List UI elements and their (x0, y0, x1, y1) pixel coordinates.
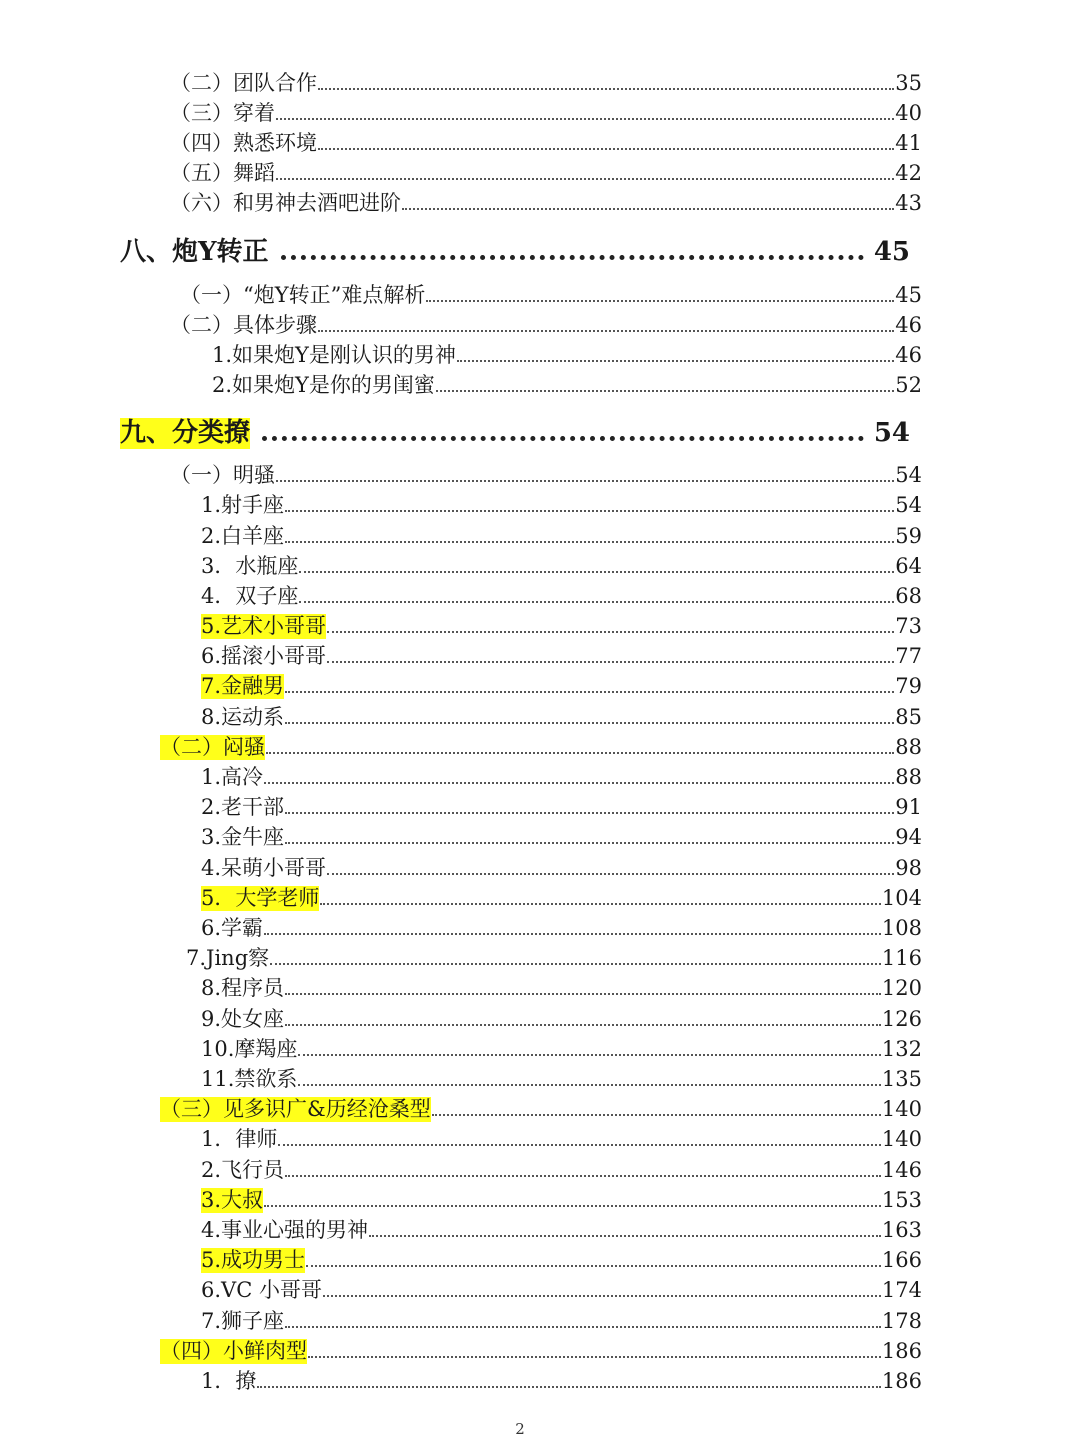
toc-entry[interactable] (212, 368, 922, 398)
toc-entry-title: 5．大学老师 (201, 885, 320, 910)
toc-entry-page-number: 135 (881, 1066, 922, 1091)
toc-entry-page-number: 73 (895, 613, 922, 638)
dot-leader (285, 510, 894, 512)
toc-entry-title: 7.金融男 (201, 673, 285, 698)
toc-entry[interactable] (201, 1273, 922, 1303)
dot-leader (402, 208, 894, 210)
toc-entry[interactable] (201, 1153, 922, 1183)
toc-entry-title: （五）舞蹈 (170, 160, 275, 185)
toc-entry[interactable] (201, 1213, 922, 1243)
toc-entry-title: 8.运动系 (201, 704, 285, 729)
toc-entry-page-number: 91 (895, 794, 922, 819)
toc-entry-page-number: 88 (895, 764, 922, 789)
toc-entry-title: 2.如果炮Y是你的男闺蜜 (212, 372, 435, 397)
dot-leader (426, 300, 894, 302)
toc-entry-page-number: 40 (895, 100, 922, 125)
toc-entry-title: （六）和男神去酒吧进阶 (170, 190, 401, 215)
toc-entry-page-number: 46 (895, 342, 922, 367)
toc-entry[interactable] (201, 639, 922, 669)
toc-entry[interactable] (170, 186, 922, 216)
toc-entry-title: 2.老干部 (201, 794, 285, 819)
dot-leader (285, 1326, 881, 1328)
toc-entry-page-number: 104 (881, 885, 922, 910)
toc-entry-page-number: 45 (895, 282, 922, 307)
toc-entry-title: 5.成功男士 (201, 1247, 306, 1272)
toc-entry-page-number: 88 (895, 734, 922, 759)
dot-leader (276, 118, 894, 120)
toc-entry[interactable] (201, 820, 922, 850)
toc-entry[interactable] (201, 911, 922, 941)
toc-entry-title: 11.禁欲系 (201, 1066, 298, 1091)
toc-entry[interactable] (201, 700, 922, 730)
toc-entry[interactable] (201, 1062, 922, 1092)
toc-entry[interactable] (201, 1304, 922, 1334)
dot-leader (285, 812, 894, 814)
dot-leader (432, 1114, 881, 1116)
dot-leader (299, 601, 894, 603)
toc-entry-page-number: 178 (881, 1308, 922, 1333)
toc-entry-title: 7.狮子座 (201, 1308, 285, 1333)
page-number: 2 (515, 1420, 525, 1438)
toc-entry-page-number: 108 (881, 915, 922, 940)
dot-leader (276, 480, 894, 482)
dot-leader (285, 541, 894, 543)
toc-entry-title: （四）小鲜肉型 (160, 1338, 307, 1363)
toc-entry[interactable] (170, 458, 922, 488)
dot-leader (327, 631, 894, 633)
toc-entry-title: 3.大叔 (201, 1187, 264, 1212)
toc-entry-title: 8.程序员 (201, 975, 285, 1000)
toc-entry-title: 九、分类撩 (120, 417, 251, 448)
toc-entry[interactable] (160, 730, 922, 760)
dot-leader (266, 752, 894, 754)
dot-leader (299, 571, 894, 573)
dot-leader (264, 933, 881, 935)
toc-entry[interactable] (201, 1364, 922, 1394)
toc-entry-title: 3．水瓶座 (201, 553, 299, 578)
toc-entry-title: 1.射手座 (201, 492, 285, 517)
toc-entry[interactable] (201, 1122, 922, 1152)
toc-entry-title: （二）闷骚 (160, 734, 265, 759)
dot-leader (327, 661, 894, 663)
toc-entry-page-number: 54 (873, 417, 910, 448)
dot-leader (457, 360, 894, 362)
toc-entry[interactable] (201, 851, 922, 881)
toc-entry-title: 6.摇滚小哥哥 (201, 643, 327, 668)
toc-entry-page-number: 94 (895, 824, 922, 849)
dot-leader (320, 903, 881, 905)
toc-entry-title: （三）穿着 (170, 100, 275, 125)
dot-leader (285, 722, 894, 724)
toc-entry-title: 6.VC 小哥哥 (201, 1277, 322, 1302)
dot-leader (264, 782, 894, 784)
toc-entry-page-number: 54 (895, 492, 922, 517)
toc-entry-title: （四）熟悉环境 (170, 130, 317, 155)
toc-entry[interactable] (186, 941, 922, 971)
toc-entry-page-number: 126 (881, 1006, 922, 1031)
toc-entry-page-number: 45 (873, 236, 910, 267)
toc-entry[interactable] (160, 1092, 922, 1122)
dot-leader (281, 255, 864, 260)
dot-leader (270, 963, 881, 965)
toc-entry[interactable] (201, 760, 922, 790)
toc-entry-title: 1.高冷 (201, 764, 264, 789)
toc-entry-page-number: 43 (895, 190, 922, 215)
dot-leader (285, 1024, 881, 1026)
toc-entry[interactable] (201, 549, 922, 579)
dot-leader (323, 1295, 881, 1297)
toc-entry-title: 10.摩羯座 (201, 1036, 298, 1061)
toc-entry[interactable] (201, 579, 922, 609)
toc-entry[interactable] (201, 1032, 922, 1062)
toc-entry-page-number: 64 (895, 553, 922, 578)
dot-leader (308, 1356, 881, 1358)
toc-chapter-entry[interactable] (120, 409, 910, 449)
toc-entry-title: 1.如果炮Y是刚认识的男神 (212, 342, 456, 367)
dot-leader (285, 993, 881, 995)
toc-entry[interactable] (170, 126, 922, 156)
toc-entry[interactable] (201, 971, 922, 1001)
toc-entry-title: 1．律师 (201, 1126, 278, 1151)
dot-leader (285, 1175, 881, 1177)
toc-entry[interactable] (180, 278, 922, 308)
dot-leader (278, 1144, 881, 1146)
toc-entry-page-number: 98 (895, 855, 922, 880)
toc-entry-page-number: 116 (881, 945, 922, 970)
toc-entry-page-number: 41 (895, 130, 922, 155)
toc-entry[interactable] (201, 609, 922, 639)
dot-leader (257, 1386, 881, 1388)
toc-entry-title: （二）团队合作 (170, 70, 317, 95)
toc-entry[interactable] (201, 1243, 922, 1273)
dot-leader (298, 1084, 881, 1086)
toc-entry[interactable] (170, 156, 922, 186)
toc-entry-page-number: 54 (895, 462, 922, 487)
toc-entry-title: 4.事业心强的男神 (201, 1217, 369, 1242)
toc-entry[interactable] (170, 308, 922, 338)
dot-leader (318, 148, 894, 150)
toc-entry-title: 4.呆萌小哥哥 (201, 855, 327, 880)
toc-entry-page-number: 79 (895, 673, 922, 698)
dot-leader (262, 436, 864, 441)
toc-entry[interactable] (201, 790, 922, 820)
dot-leader (436, 390, 894, 392)
toc-entry-title: 6.学霸 (201, 915, 264, 940)
toc-entry-title: （三）见多识广&历经沧桑型 (160, 1096, 431, 1121)
toc-entry-page-number: 132 (881, 1036, 922, 1061)
toc-entry-page-number: 120 (881, 975, 922, 1000)
toc-chapter-entry[interactable] (120, 228, 910, 268)
toc-entry-title: （一）明骚 (170, 462, 275, 487)
toc-entry[interactable] (160, 1334, 922, 1364)
toc-entry-title: 2.白羊座 (201, 523, 285, 548)
toc-entry-page-number: 166 (881, 1247, 922, 1272)
dot-leader (285, 691, 894, 693)
toc-entry-page-number: 146 (881, 1157, 922, 1182)
toc-entry-title: 9.处女座 (201, 1006, 285, 1031)
toc-entry[interactable] (201, 519, 922, 549)
toc-entry-title: 1．撩 (201, 1368, 257, 1393)
dot-leader (264, 1205, 881, 1207)
toc-entry-page-number: 186 (881, 1368, 922, 1393)
toc-entry-page-number: 153 (881, 1187, 922, 1212)
toc-entry-page-number: 77 (895, 643, 922, 668)
toc-entry-title: 5.艺术小哥哥 (201, 613, 327, 638)
dot-leader (318, 330, 894, 332)
toc-entry[interactable] (201, 1183, 922, 1213)
toc-entry-title: （一）“炮Y转正”难点解析 (180, 282, 426, 307)
toc-entry-page-number: 163 (881, 1217, 922, 1242)
toc-entry-title: 2.飞行员 (201, 1157, 285, 1182)
toc-entry[interactable] (212, 338, 922, 368)
toc-entry[interactable] (170, 96, 922, 126)
toc-entry-page-number: 140 (881, 1096, 922, 1121)
toc-entry[interactable] (201, 488, 922, 518)
toc-entry-page-number: 85 (895, 704, 922, 729)
toc-entry-page-number: 52 (895, 372, 922, 397)
dot-leader (306, 1265, 881, 1267)
dot-leader (298, 1054, 881, 1056)
toc-entry[interactable] (201, 881, 922, 911)
dot-leader (285, 842, 894, 844)
dot-leader (327, 873, 894, 875)
dot-leader (369, 1235, 881, 1237)
toc-entry-title: 7.Jing察 (186, 945, 270, 970)
dot-leader (276, 178, 894, 180)
toc-entry-page-number: 174 (881, 1277, 922, 1302)
toc-entry-page-number: 68 (895, 583, 922, 608)
dot-leader (318, 88, 894, 90)
toc-entry[interactable] (201, 1002, 922, 1032)
toc-entry[interactable] (201, 669, 922, 699)
toc-entry-page-number: 140 (881, 1126, 922, 1151)
toc-entry-title: 八、炮Y转正 (120, 236, 269, 267)
toc-entry-page-number: 46 (895, 312, 922, 337)
toc-entry-title: 4．双子座 (201, 583, 299, 608)
toc-entry-page-number: 35 (895, 70, 922, 95)
toc-entry-title: （二）具体步骤 (170, 312, 317, 337)
toc-entry-page-number: 186 (881, 1338, 922, 1363)
toc-entry-title: 3.金牛座 (201, 824, 285, 849)
toc-entry-page-number: 59 (895, 523, 922, 548)
toc-entry[interactable] (170, 66, 922, 96)
toc-entry-page-number: 42 (895, 160, 922, 185)
